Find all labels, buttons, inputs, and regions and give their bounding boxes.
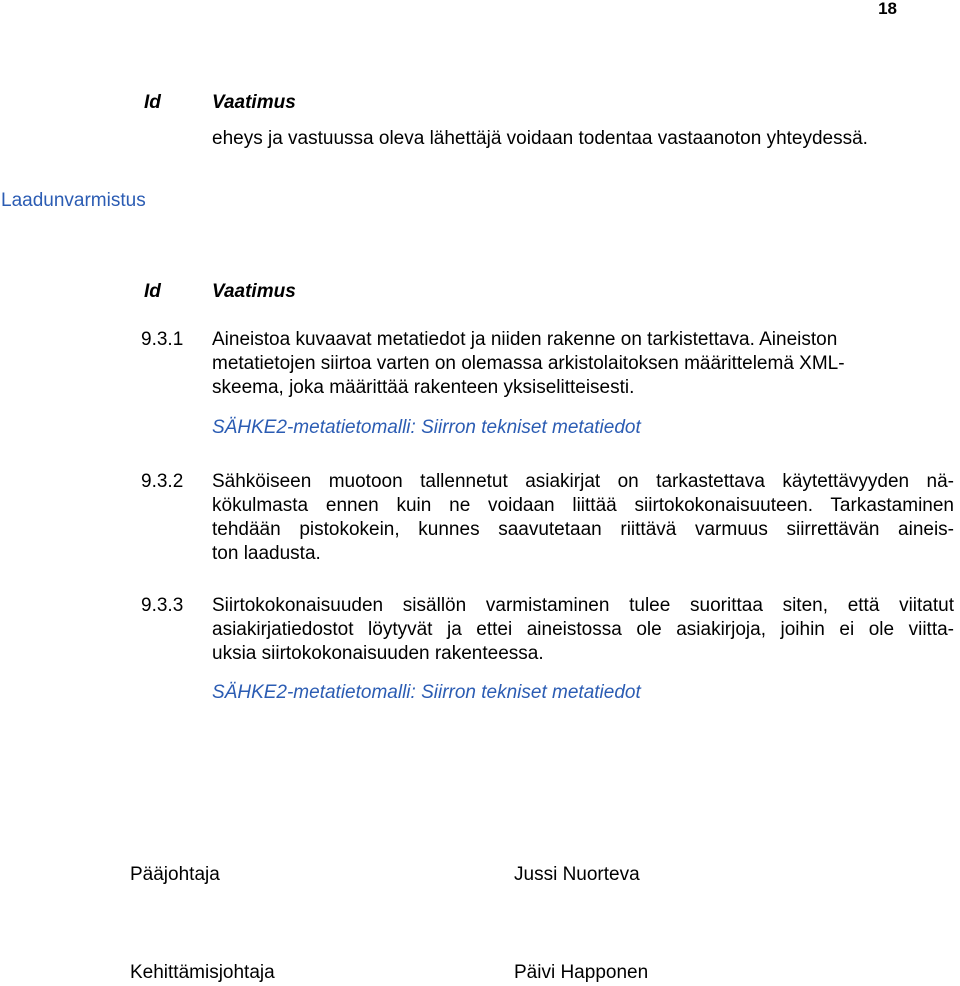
requirement-text (212, 594, 954, 666)
signature-name: Jussi Nuorteva (514, 864, 640, 885)
requirement-text (212, 328, 954, 400)
requirement-line: tehdään pistokokein, kunnes saavutetaan riittävä varmuus siirrettävän aineis- (212, 519, 954, 540)
requirement-line: asiakirjatiedostot löytyvät ja ettei aineistossa ole asiakirjoja, joihin ei ole viitta- (212, 619, 954, 640)
requirement-text (212, 470, 954, 566)
table1-continuation-text: eheys ja vastuussa oleva lähettäjä voidaan todentaa vastaanoton yhteydessä. (212, 128, 868, 149)
table1-requirement-header: Vaatimus (212, 92, 296, 113)
page-number: 18 (878, 0, 897, 18)
signature-role: Kehittämisjohtaja (130, 962, 275, 983)
reference-link[interactable]: SÄHKE2-metatietomalli: Siirron tekniset metatiedot (212, 417, 641, 438)
requirement-id: 9.3.2 (141, 471, 184, 492)
requirement-line: Siirtokokonaisuuden sisällön varmistaminen tulee suorittaa siten, että viitatut (212, 595, 954, 616)
table2-requirement-header: Vaatimus (212, 281, 296, 302)
requirement-line: metatietojen siirtoa varten on olemassa arkistolaitoksen määrittelemä XML- (212, 353, 845, 374)
section-title: Laadunvarmistus (1, 190, 146, 211)
requirement-line: kökulmasta ennen kuin ne voidaan liittää siirtokokonaisuuteen. Tarkastaminen (212, 495, 954, 516)
signature-name: Päivi Happonen (514, 962, 649, 983)
requirement-line: Sähköiseen muotoon tallennetut asiakirjat on tarkastettava käytettävyyden nä- (212, 471, 954, 492)
requirement-id: 9.3.3 (141, 595, 184, 616)
requirement-id: 9.3.1 (141, 329, 184, 350)
signature-role: Pääjohtaja (130, 864, 220, 885)
requirement-line: skeema, joka määrittää rakenteen yksiselitteisesti. (212, 377, 635, 398)
table2-id-header: Id (144, 281, 161, 302)
requirement-line: uksia siirtokokonaisuuden rakenteessa. (212, 643, 544, 664)
table1-id-header: Id (144, 92, 161, 113)
requirement-line: ton laadusta. (212, 543, 321, 564)
requirement-line: Aineistoa kuvaavat metatiedot ja niiden rakenne on tarkistettava. Aineiston (212, 329, 838, 350)
reference-link[interactable]: SÄHKE2-metatietomalli: Siirron tekniset metatiedot (212, 682, 641, 703)
